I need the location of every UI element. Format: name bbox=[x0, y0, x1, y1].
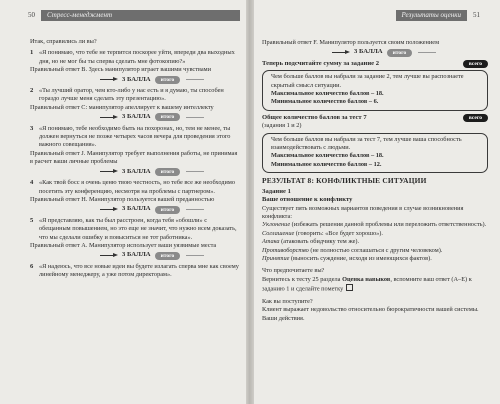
right-page-body bbox=[262, 39, 488, 323]
instruction-part: , вспомните ваш ответ (A–E) к заданию 1 и сделайте пометку bbox=[262, 275, 472, 293]
answer-text: Правильный ответ C: манипулятор апеллирует к вашему интеллекту bbox=[30, 103, 214, 111]
question-item bbox=[30, 87, 240, 104]
question-text: «Я представляю, как ты был расстроен, когда тебя «обошли» с обещанным повышением, но это еще не значит, что нужно всем доказать, что мы сделали ошибку и повыситься не тот работника». bbox=[39, 216, 237, 241]
min-score-label: Минимальное количество баллов bbox=[271, 98, 368, 106]
total-pill: итого bbox=[387, 49, 413, 57]
max-score-label: Максимальное количество баллов bbox=[271, 152, 370, 160]
total-label: Общее количество баллов за тест 7 bbox=[262, 113, 367, 121]
points-label: 3 БАЛЛА bbox=[122, 251, 151, 259]
arrow-icon bbox=[332, 50, 350, 56]
option-text: (говорить: «Все будет хорошо»). bbox=[294, 229, 383, 237]
answer-text: Правильный ответ F. Манипулятор пользуется своим положением bbox=[262, 39, 440, 46]
points-row bbox=[30, 113, 240, 121]
option-text: (атаковать обидчику тем же). bbox=[279, 238, 360, 246]
points-label: 3 БАЛЛА bbox=[122, 113, 151, 121]
total-pill: итого bbox=[155, 76, 181, 84]
question-text: Клиент выражает недовольство относительно бюрократичности вашей системы. Ваши действия. bbox=[262, 306, 479, 322]
result-box-task2 bbox=[262, 70, 488, 111]
min-score-value: – 12. bbox=[368, 160, 382, 168]
min-score-value: – 6. bbox=[368, 98, 379, 106]
page-number: 50 bbox=[28, 11, 35, 19]
question-text: «Как твой босс я очень ценю твою честность, но тебе все же необходимо посетить эту конференцию, несмотря на проблемы с партнером». bbox=[39, 179, 236, 195]
arrow-icon bbox=[100, 253, 118, 259]
score-line bbox=[186, 209, 204, 210]
option-text: (выносить суждение, исходя из имеющихся фактов). bbox=[289, 254, 432, 262]
left-page bbox=[0, 0, 246, 404]
option-term: Принятие bbox=[262, 254, 290, 262]
question-number: 6 bbox=[30, 262, 34, 270]
min-score-line bbox=[271, 161, 481, 169]
score-line bbox=[186, 79, 204, 80]
option-term: Соглашение bbox=[262, 229, 295, 237]
option-term: Уклонение bbox=[262, 221, 291, 229]
instruction-bold: Оценка навыков bbox=[342, 275, 391, 283]
answer-text: Правильный ответ J. Манипулятор требует выполнения работы, не принимая в расчет ваши личные проблемы bbox=[30, 149, 238, 166]
total-pill: итого bbox=[155, 206, 181, 214]
page-number: 51 bbox=[473, 11, 480, 19]
question-number: 2 bbox=[30, 87, 34, 95]
right-page bbox=[254, 0, 500, 404]
section-title: РЕЗУЛЬТАТ 8: КОНФЛИКТНЫЕ СИТУАЦИИ bbox=[262, 176, 427, 186]
question-title: Что предпочитаете вы? bbox=[262, 267, 325, 275]
max-score-label: Максимальное количество баллов bbox=[271, 90, 370, 98]
answer-text: Правильный ответ A. Манипулятор использует ваши уязвимые места bbox=[30, 241, 217, 249]
total-pill: итого bbox=[155, 168, 181, 176]
option-term: Атака bbox=[262, 238, 280, 246]
question-item bbox=[30, 125, 240, 150]
left-page-body bbox=[30, 38, 240, 280]
grand-total-pill: всего bbox=[463, 60, 488, 68]
left-page-header bbox=[28, 8, 240, 22]
min-score-label: Минимальное количество баллов bbox=[271, 160, 368, 168]
question-text: «Ты лучший оратор, чем кто-либо у нас есть и я думаю, ты способен гораздо лучше меня сделать эту презентацию». bbox=[39, 87, 224, 103]
option-item bbox=[262, 230, 488, 238]
option-item bbox=[262, 238, 488, 246]
points-label: 3 БАЛЛА bbox=[354, 48, 383, 56]
points-row bbox=[30, 168, 240, 176]
total-pill: итого bbox=[155, 252, 181, 260]
running-header: Стресс-менеджмент bbox=[41, 10, 240, 21]
question-item bbox=[30, 179, 240, 196]
arrow-icon bbox=[100, 207, 118, 213]
arrow-icon bbox=[100, 114, 118, 120]
points-row bbox=[30, 251, 240, 259]
score-line bbox=[418, 52, 436, 53]
checkbox-icon bbox=[346, 284, 353, 291]
instruction-part: Вернитесь к тесту 25 раздела bbox=[262, 275, 343, 283]
points-row bbox=[30, 76, 240, 84]
total-note: (задания 1 и 2) bbox=[262, 122, 302, 130]
question-text: «Я понимаю, тебе необходимо быть на похоронах, но, тем не менее, ты должен вернуться не позже четырех часов вечера для проведения этого важного совещания». bbox=[39, 124, 231, 149]
max-score-line bbox=[271, 90, 481, 98]
option-text: (не полностью соглашаться с другим человеком). bbox=[308, 246, 443, 254]
box-text: Чем больше баллов вы набрали за задание 2, тем лучше вы распознаете скрытый смысл ситуации. bbox=[271, 73, 464, 89]
question-number: 4 bbox=[30, 179, 34, 187]
question-number: 1 bbox=[30, 49, 34, 57]
question-item bbox=[30, 49, 240, 66]
book-gutter bbox=[246, 0, 254, 404]
sum-prompt: Теперь подсчитайте сумму за задание 2 bbox=[262, 59, 380, 67]
grand-total-pill: всего bbox=[463, 114, 488, 122]
right-page-header bbox=[260, 8, 480, 22]
task-subtitle: Ваше отношение к конфликту bbox=[262, 196, 353, 204]
max-score-line bbox=[271, 152, 481, 160]
points-row bbox=[262, 48, 488, 56]
answer-text: Правильный ответ B. Здесь манипулятор играет вашими чувствами bbox=[30, 66, 211, 74]
question-number: 3 bbox=[30, 124, 34, 132]
option-item bbox=[262, 221, 488, 229]
max-score-value: – 18. bbox=[371, 152, 384, 160]
question-text: «Я понимаю, что тебе не терпится поскорее уйти, впереди два выходных дня, но не мог бы ты сперва сделать мне фотокопию?» bbox=[39, 49, 235, 65]
question-title: Как вы поступите? bbox=[262, 298, 313, 306]
task-title: Задание 1 bbox=[262, 187, 291, 195]
points-label: 3 БАЛЛА bbox=[122, 75, 151, 83]
task-intro: Существует пять возможных вариантов поведения в случае возникновения конфликта: bbox=[262, 204, 464, 220]
points-label: 3 БАЛЛА bbox=[122, 205, 151, 213]
question-item bbox=[30, 263, 240, 280]
intro-text: Итак, справились ли вы? bbox=[30, 38, 97, 45]
option-term: Противоборство bbox=[262, 246, 309, 254]
points-row bbox=[30, 205, 240, 213]
question-item bbox=[30, 217, 240, 242]
points-label: 3 БАЛЛА bbox=[122, 167, 151, 175]
box-text: Чем больше баллов вы набрали за тест 7, тем лучше ваша способность взаимодействовать с людьми. bbox=[271, 135, 462, 152]
question-instruction bbox=[262, 276, 488, 294]
running-header: Результаты оценки bbox=[396, 10, 468, 21]
arrow-icon bbox=[100, 77, 118, 83]
option-item bbox=[262, 247, 488, 255]
sum-prompt-row bbox=[262, 60, 488, 68]
score-line bbox=[186, 255, 204, 256]
arrow-icon bbox=[100, 169, 118, 175]
option-text: (избежать решения данной проблемы или переложить ответственность). bbox=[290, 221, 487, 229]
option-item bbox=[262, 255, 488, 263]
question-number: 5 bbox=[30, 216, 34, 224]
total-pill: итого bbox=[155, 113, 181, 121]
score-line bbox=[186, 171, 204, 172]
answer-text: Правильный ответ H. Манипулятор пользуется вашей преданностью bbox=[30, 195, 215, 203]
min-score-line bbox=[271, 98, 481, 106]
score-line bbox=[186, 117, 204, 118]
max-score-value: – 18. bbox=[371, 90, 384, 98]
result-box-test7 bbox=[262, 133, 488, 174]
question-text: «Я надеюсь, что все новые идеи вы будете излагать сперва мне как своему линейному менеджеру, а уже потом директорам». bbox=[39, 262, 239, 279]
total-row bbox=[262, 114, 488, 122]
